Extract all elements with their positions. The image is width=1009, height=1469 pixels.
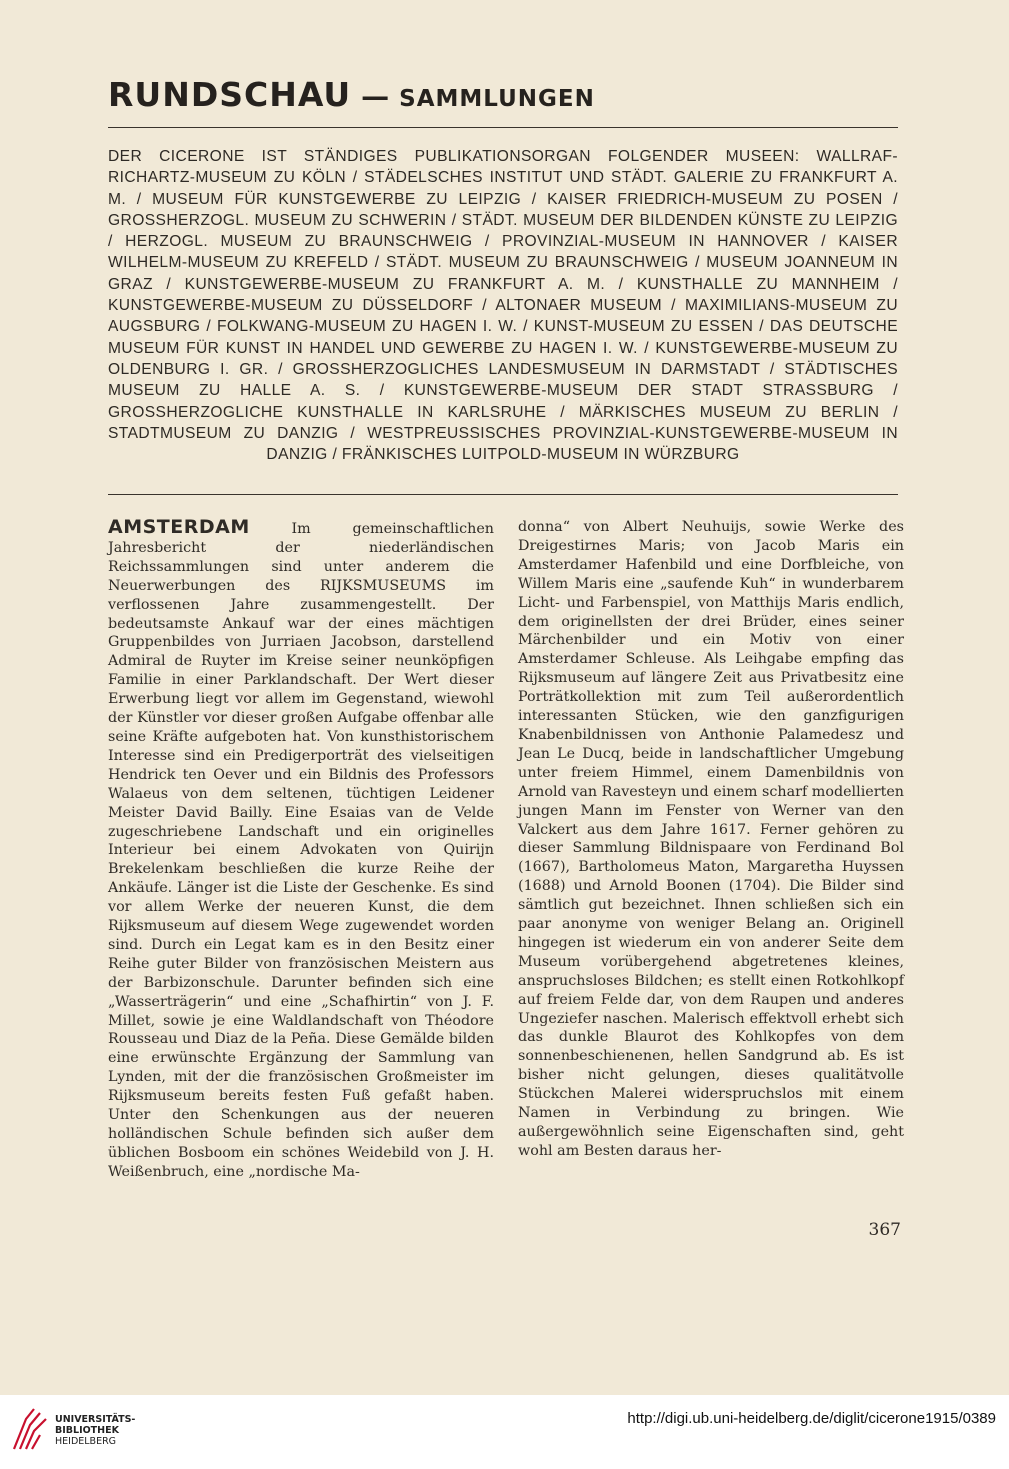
museum-list: DER CICERONE IST STÄNDIGES PUBLIKATIONSORGAN FOLGENDER MUSEEN: WALLRAF-RICHARTZ-MUSEUM ZU KÖLN / STÄDELSCHES INSTITUT UND STÄDT. GALERIE ZU FRANKFURT A. M. / MUSEUM FÜR KUNSTGEWERBE ZU LEIPZIG / KAISER FRIEDRICH-MUSEUM ZU POSEN / GROSSHERZOGL. MUSEUM ZU SCHWERIN / STÄDT. MUSEUM DER BILDENDEN KÜNSTE ZU LEIPZIG / HERZOGL. MUSEUM ZU BRAUNSCHWEIG / PROVINZIAL-MUSEUM IN HANNOVER / KAISER WILHELM-MUSEUM ZU KREFELD / STÄDT. MUSEUM ZU BRAUNSCHWEIG / MUSEUM JOANNEUM IN GRAZ / KUNSTGEWERBE-MUSEUM ZU FRANKFURT A. M. / KUNSTHALLE ZU MANNHEIM / KUNSTGEWERBE-MUSEUM ZU DÜSSELDORF / ALTONAER MUSEUM / MAXIMILIANS-MUSEUM ZU AUGSBURG / FOLKWANG-MUSEUM ZU HAGEN I. W. / KUNST-MUSEUM ZU ESSEN / DAS DEUTSCHE MUSEUM FÜR KUNST IN HANDEL UND GEWERBE ZU HAGEN I. W. / KUNSTGEWERBE-MUSEUM ZU OLDENBURG I. GR. / GROSSHERZOGLICHES LANDESMUSEUM IN DARMSTADT / STÄDTISCHES MUSEUM ZU HALLE A. S. / KUNSTGEWERBE-MUSEUM DER STADT STRASSBURG / GROSSHERZOGLICHE KUNSTHALLE IN KARLSRUHE / MÄRKISCHES MUSEUM ZU BERLIN / STADTMUSEUM ZU DANZIG / WESTPREUSSISCHES PROVINZIAL-KUNSTGEWERBE-MUSEUM IN DANZIG / FRÄNKISCHES LUITPOLD-MUSEUM IN WÜRZBURG bbox=[108, 148, 898, 464]
article-column-left bbox=[108, 518, 494, 1182]
title-dash: — bbox=[361, 80, 390, 113]
library-line-3: HEIDELBERG bbox=[55, 1436, 117, 1447]
page-number: 367 bbox=[868, 1220, 901, 1240]
library-name bbox=[55, 1414, 135, 1447]
library-line-2: BIBLIOTHEK bbox=[55, 1425, 119, 1436]
heidelberg-library-logo-icon[interactable] bbox=[10, 1405, 50, 1453]
title-main: RUNDSCHAU bbox=[108, 75, 352, 114]
article-column-right: donna“ von Albert Neuhuijs, sowie Werke des Dreigestirnes Maris; von Jacob Maris ein Amsterdamer Hafenbild und eine Dorfbleiche, von Willem Maris eine „saufende Kuh“ in wunderbarem Licht- und Farbenspiel, von Matthijs Maris endlich, dem originellsten der drei Brüder, eines seiner Märchenbilder und ein Motiv von einer Amsterdamer Schleuse. Als Leihgabe empfing das Rijksmuseum auf längere Zeit aus Privatbesitz eine Porträtkollektion mit zum Teil außerordentlich interessanten Stücken, wie den ganzfigurigen Knabenbildnissen von Anthonie Palamedesz und Jean Le Ducq, beide in landschaftlicher Umgebung unter freiem Himmel, einem Damenbildnis von Arnold van Ravesteyn und einem scharf modellierten jungen Mann im Fenster von Werner van den Valckert aus dem Jahre 1617. Ferner gehören zu dieser Sammlung Bildnispaare von Ferdinand Bol (1667), Bartholomeus Maton, Margaretha Huyssen (1688) und Arnold Boonen (1704). Die Bilder sind sämtlich gut bezeichnet. Ihnen schließen sich ein paar anonyme von weniger Belang an. Originell hingegen ist wiederum ein von anderer Seite dem Museum vorübergehend abgetretenes kleines, anspruchsloses Bildchen; es stellt einen Rotkohlkopf auf freiem Felde dar, von dem Raupen und anderes Ungeziefer naschen. Malerisch effektvoll erhebt sich das dunkle Blaurot des Kohlkopfes von dem sonnenbeschienenen, hellen Sandgrund ab. Es ist bisher nicht gelungen, dieses qualitätvolle Stückchen Malerei widerspruchslos mit einem Namen in Verbindung zu bringen. Wie außergewöhnlich seine Eigenschaften sind, geht wohl am Besten daraus her- bbox=[518, 519, 904, 1159]
section-title bbox=[108, 75, 595, 114]
viewer-footer bbox=[0, 1395, 1009, 1469]
article-left-text: Im gemeinschaftlichen Jahresbericht der niederländischen Reichssammlungen sind unter anderem die Neuerwerbungen des RIJKSMUSEUMS im verflossenen Jahre zusammengestellt. Der bedeutsamste Ankauf war der eines mächtigen Gruppenbildes von Jurriaen Jacobson, darstellend Admiral de Ruyter im Kreise seiner neunköpfigen Familie in einer Parklandschaft. Der Wert dieser Erwerbung liegt vor allem im Gegenstand, wiewohl der Künstler vor dieser großen Aufgabe offenbar alle seine Kräfte aufgeboten hat. Von kunsthistorischem Interesse sind ein Predigerporträt des vielseitigen Hendrick ten Oever und ein Bildnis des Professors Walaeus von dem seltenen, tüchtigen Leidener Meister David Bailly. Eine Esaias van de Velde zugeschriebene Landschaft und ein originelles Interieur bei einem Advokaten von Quirijn Brekelenkam beschließen die kurze Reihe der Ankäufe. Länger ist die Liste der Geschenke. Es sind vor allem Werke der neueren Kunst, die dem Rijksmuseum auf diesem Wege zugewendet worden sind. Durch ein Legat kam es in den Besitz einer Reihe guter Bilder von französischen Meistern aus der Barbizonschule. Darunter befinden sich eine „Wasserträgerin“ und eine „Schafhirtin“ von J. F. Millet, sowie je eine Waldlandschaft von Théodore Rousseau und Diaz de la Peña. Diese Gemälde bilden eine erwünschte Ergänzung der Sammlung van Lynden, mit der die französischen Großmeister im Rijksmuseum bereits festen Fuß gefaßt haben. Unter den Schenkungen aus der neueren holländischen Schule befinden sich außer dem üblichen Bosboom ein schönes Weidebild von J. H. Weißenbruch, eine „nordische Ma- bbox=[108, 521, 494, 1180]
top-rule bbox=[108, 127, 898, 128]
separator-rule bbox=[108, 494, 898, 495]
article-lead-word: AMSTERDAM bbox=[108, 516, 250, 538]
source-url-link[interactable]: http://digi.ub.uni-heidelberg.de/diglit/cicerone1915/0389 bbox=[627, 1410, 996, 1427]
library-line-1: UNIVERSITÄTS- bbox=[55, 1414, 136, 1425]
title-sub: SAMMLUNGEN bbox=[399, 86, 595, 112]
